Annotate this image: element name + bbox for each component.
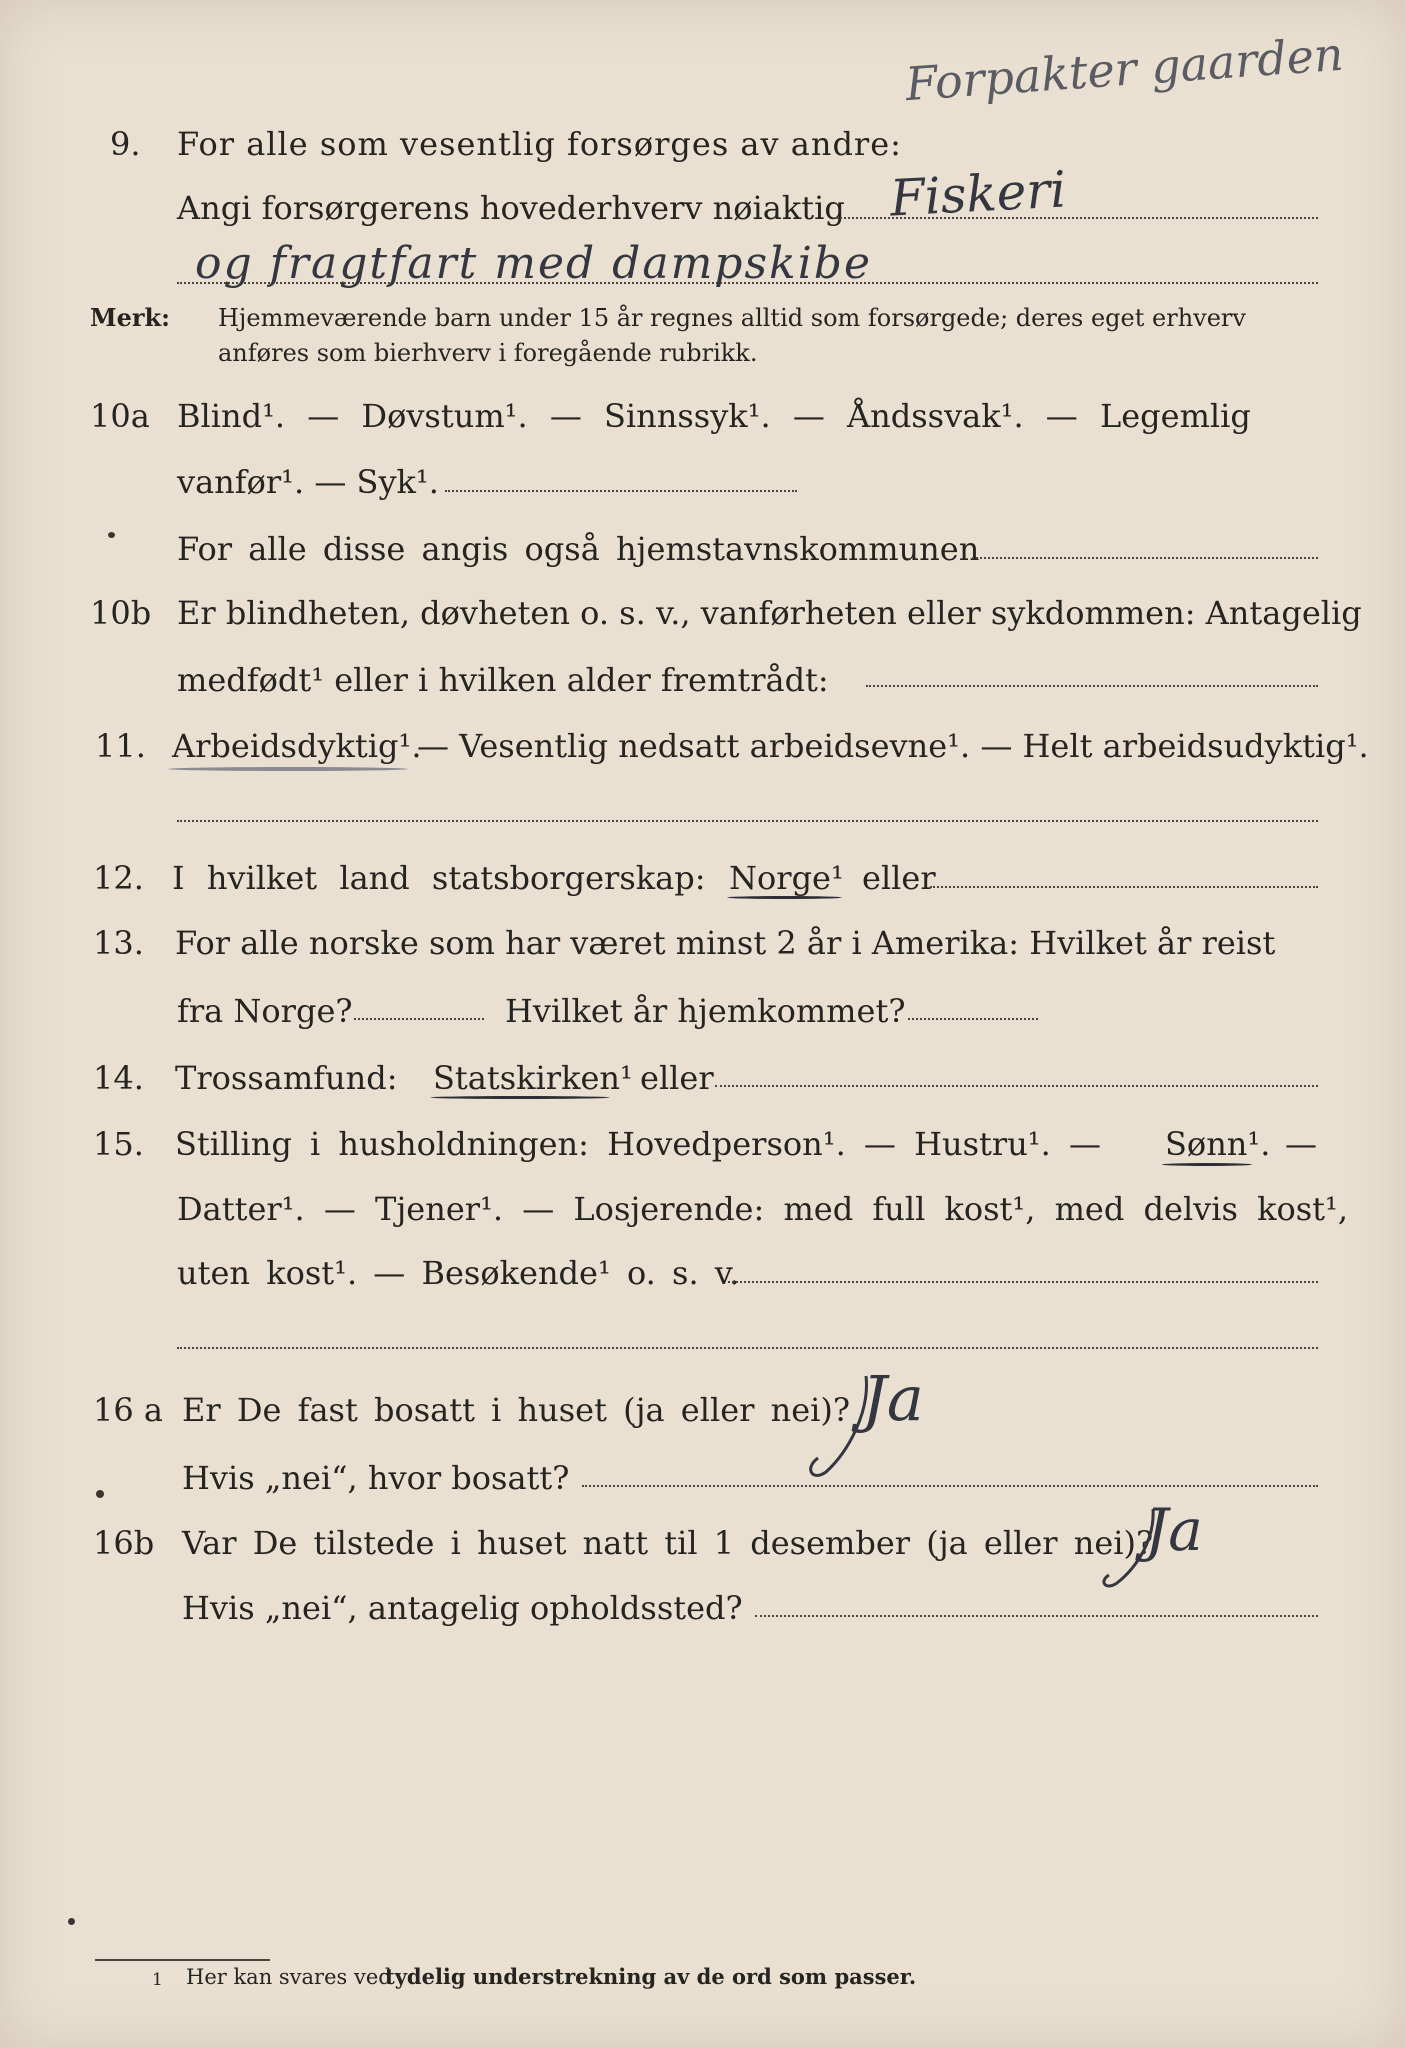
- q14-underline-mark: [430, 1096, 610, 1099]
- q15-line3: uten kost¹. — Besøkende¹ o. s. v.: [177, 1254, 740, 1292]
- handwritten-q16a-stroke: [800, 1372, 880, 1482]
- q9-number: 9.: [110, 125, 141, 163]
- q16b-line1: Var De tilstede i huset natt til 1 desember (ja eller nei)?: [182, 1524, 1154, 1562]
- footnote-mark: 1: [152, 1970, 163, 1990]
- q16b-line2: Hvis „nei“, antagelig opholdssted?: [182, 1589, 743, 1627]
- q12-number: 12.: [93, 859, 144, 897]
- merk-label: Merk:: [90, 303, 170, 332]
- footnote-text-bold: tydelig understrekning av de ord som passer.: [385, 1964, 917, 1989]
- q11-opt-arbeidsdyktig: Arbeidsdyktig¹.: [172, 727, 422, 765]
- footnote-text-regular: Her kan svares ved: [186, 1965, 392, 1989]
- q13-hjemkommet-line: [908, 1018, 1038, 1020]
- q12-rest: eller: [862, 859, 936, 897]
- ink-speck: [96, 1490, 104, 1498]
- q16b-answer-line: [755, 1615, 1318, 1617]
- q10a-line1: Blind¹. — Døvstum¹. — Sinnssyk¹. — Åndssvak¹. — Legemlig: [177, 397, 1251, 435]
- q16a-number: 16 a: [93, 1391, 163, 1429]
- ink-speck: [108, 532, 115, 538]
- handwritten-q9-answer1: Fiskeri: [888, 160, 1068, 228]
- q14-opt-statskirken: Statskirken¹: [433, 1059, 633, 1097]
- q12-answer-line: [930, 886, 1318, 888]
- q11-number: 11.: [95, 727, 146, 765]
- q15-underline-mark: [1162, 1163, 1252, 1166]
- q11-rest: — Vesentlig nedsatt arbeidsevne¹. — Helt arbeidsudyktig¹.: [417, 727, 1369, 765]
- q12-underline-mark: [727, 896, 842, 899]
- q10b-line1: Er blindheten, døvheten o. s. v., vanførheten eller sykdommen: Antagelig: [177, 594, 1362, 632]
- ink-speck: [68, 1918, 75, 1925]
- q14-number: 14.: [93, 1059, 144, 1097]
- q13-number: 13.: [93, 924, 144, 962]
- q10a-syk-line: [445, 490, 797, 492]
- q10b-answer-line: [866, 685, 1318, 687]
- handwritten-q16a-answer: Ja: [862, 1362, 924, 1435]
- q10a-line2: vanfør¹. — Syk¹.: [177, 463, 439, 501]
- q15-line1a: Stilling i husholdningen: Hovedperson¹. — Hustru¹. —: [175, 1125, 1101, 1163]
- q12-text: I hvilket land statsborgerskap:: [172, 859, 706, 897]
- handwritten-q16b-stroke: [1095, 1505, 1165, 1595]
- merk-line1: Hjemmeværende barn under 15 år regnes alltid som forsørgede; deres eget erhverv: [218, 304, 1246, 332]
- q10b-number: 10b: [90, 594, 152, 632]
- q14-text: Trossamfund:: [175, 1059, 398, 1097]
- q14-answer-line: [715, 1085, 1318, 1087]
- q15-line1b: —: [1285, 1125, 1317, 1163]
- q9-line1: For alle som vesentlig forsørges av andre:: [177, 125, 902, 163]
- q13-line2b: Hvilket år hjemkommet?: [505, 992, 906, 1030]
- q10a-number: 10a: [90, 397, 150, 435]
- q15-answer-line1: [728, 1281, 1318, 1283]
- handwritten-top-note: Forpakter gaarden: [903, 26, 1346, 112]
- merk-line2: anføres som bierhverv i foregående rubrikk.: [218, 339, 758, 367]
- q10a-kommune-line: [972, 557, 1318, 559]
- handwritten-q9-answer2: og fragtfart med dampskibe: [195, 238, 872, 289]
- q10b-line2: medfødt¹ eller i hvilken alder fremtrådt:: [177, 661, 829, 699]
- q15-line2: Datter¹. — Tjener¹. — Losjerende: med full kost¹, med delvis kost¹,: [177, 1190, 1349, 1228]
- q16a-line1: Er De fast bosatt i huset (ja eller nei)?: [182, 1391, 851, 1429]
- q15-answer-line2: [177, 1347, 1318, 1349]
- q13-line2a: fra Norge?: [177, 992, 353, 1030]
- q12-opt-norge: Norge¹: [729, 859, 844, 897]
- q11-underline-mark: [168, 767, 408, 771]
- q9-line2: Angi forsørgerens hovederhverv nøiaktig: [177, 189, 845, 227]
- handwritten-q16b-answer: Ja: [1145, 1496, 1203, 1564]
- q13-line1: For alle norske som har været minst 2 år i Amerika: Hvilket år reist: [175, 924, 1276, 962]
- q16a-line2: Hvis „nei“, hvor bosatt?: [182, 1459, 570, 1497]
- q15-opt-sonn: Sønn¹.: [1165, 1125, 1271, 1163]
- q16a-answer-line: [582, 1485, 1318, 1487]
- q13-reist-line: [354, 1018, 484, 1020]
- q16b-number: 16b: [93, 1524, 155, 1562]
- footnote-rule: [95, 1959, 270, 1961]
- q11-answer-line: [177, 820, 1318, 822]
- q15-number: 15.: [93, 1125, 144, 1163]
- q14-rest: eller: [640, 1059, 714, 1097]
- q10a-line3: For alle disse angis også hjemstavnskommunen: [177, 530, 980, 568]
